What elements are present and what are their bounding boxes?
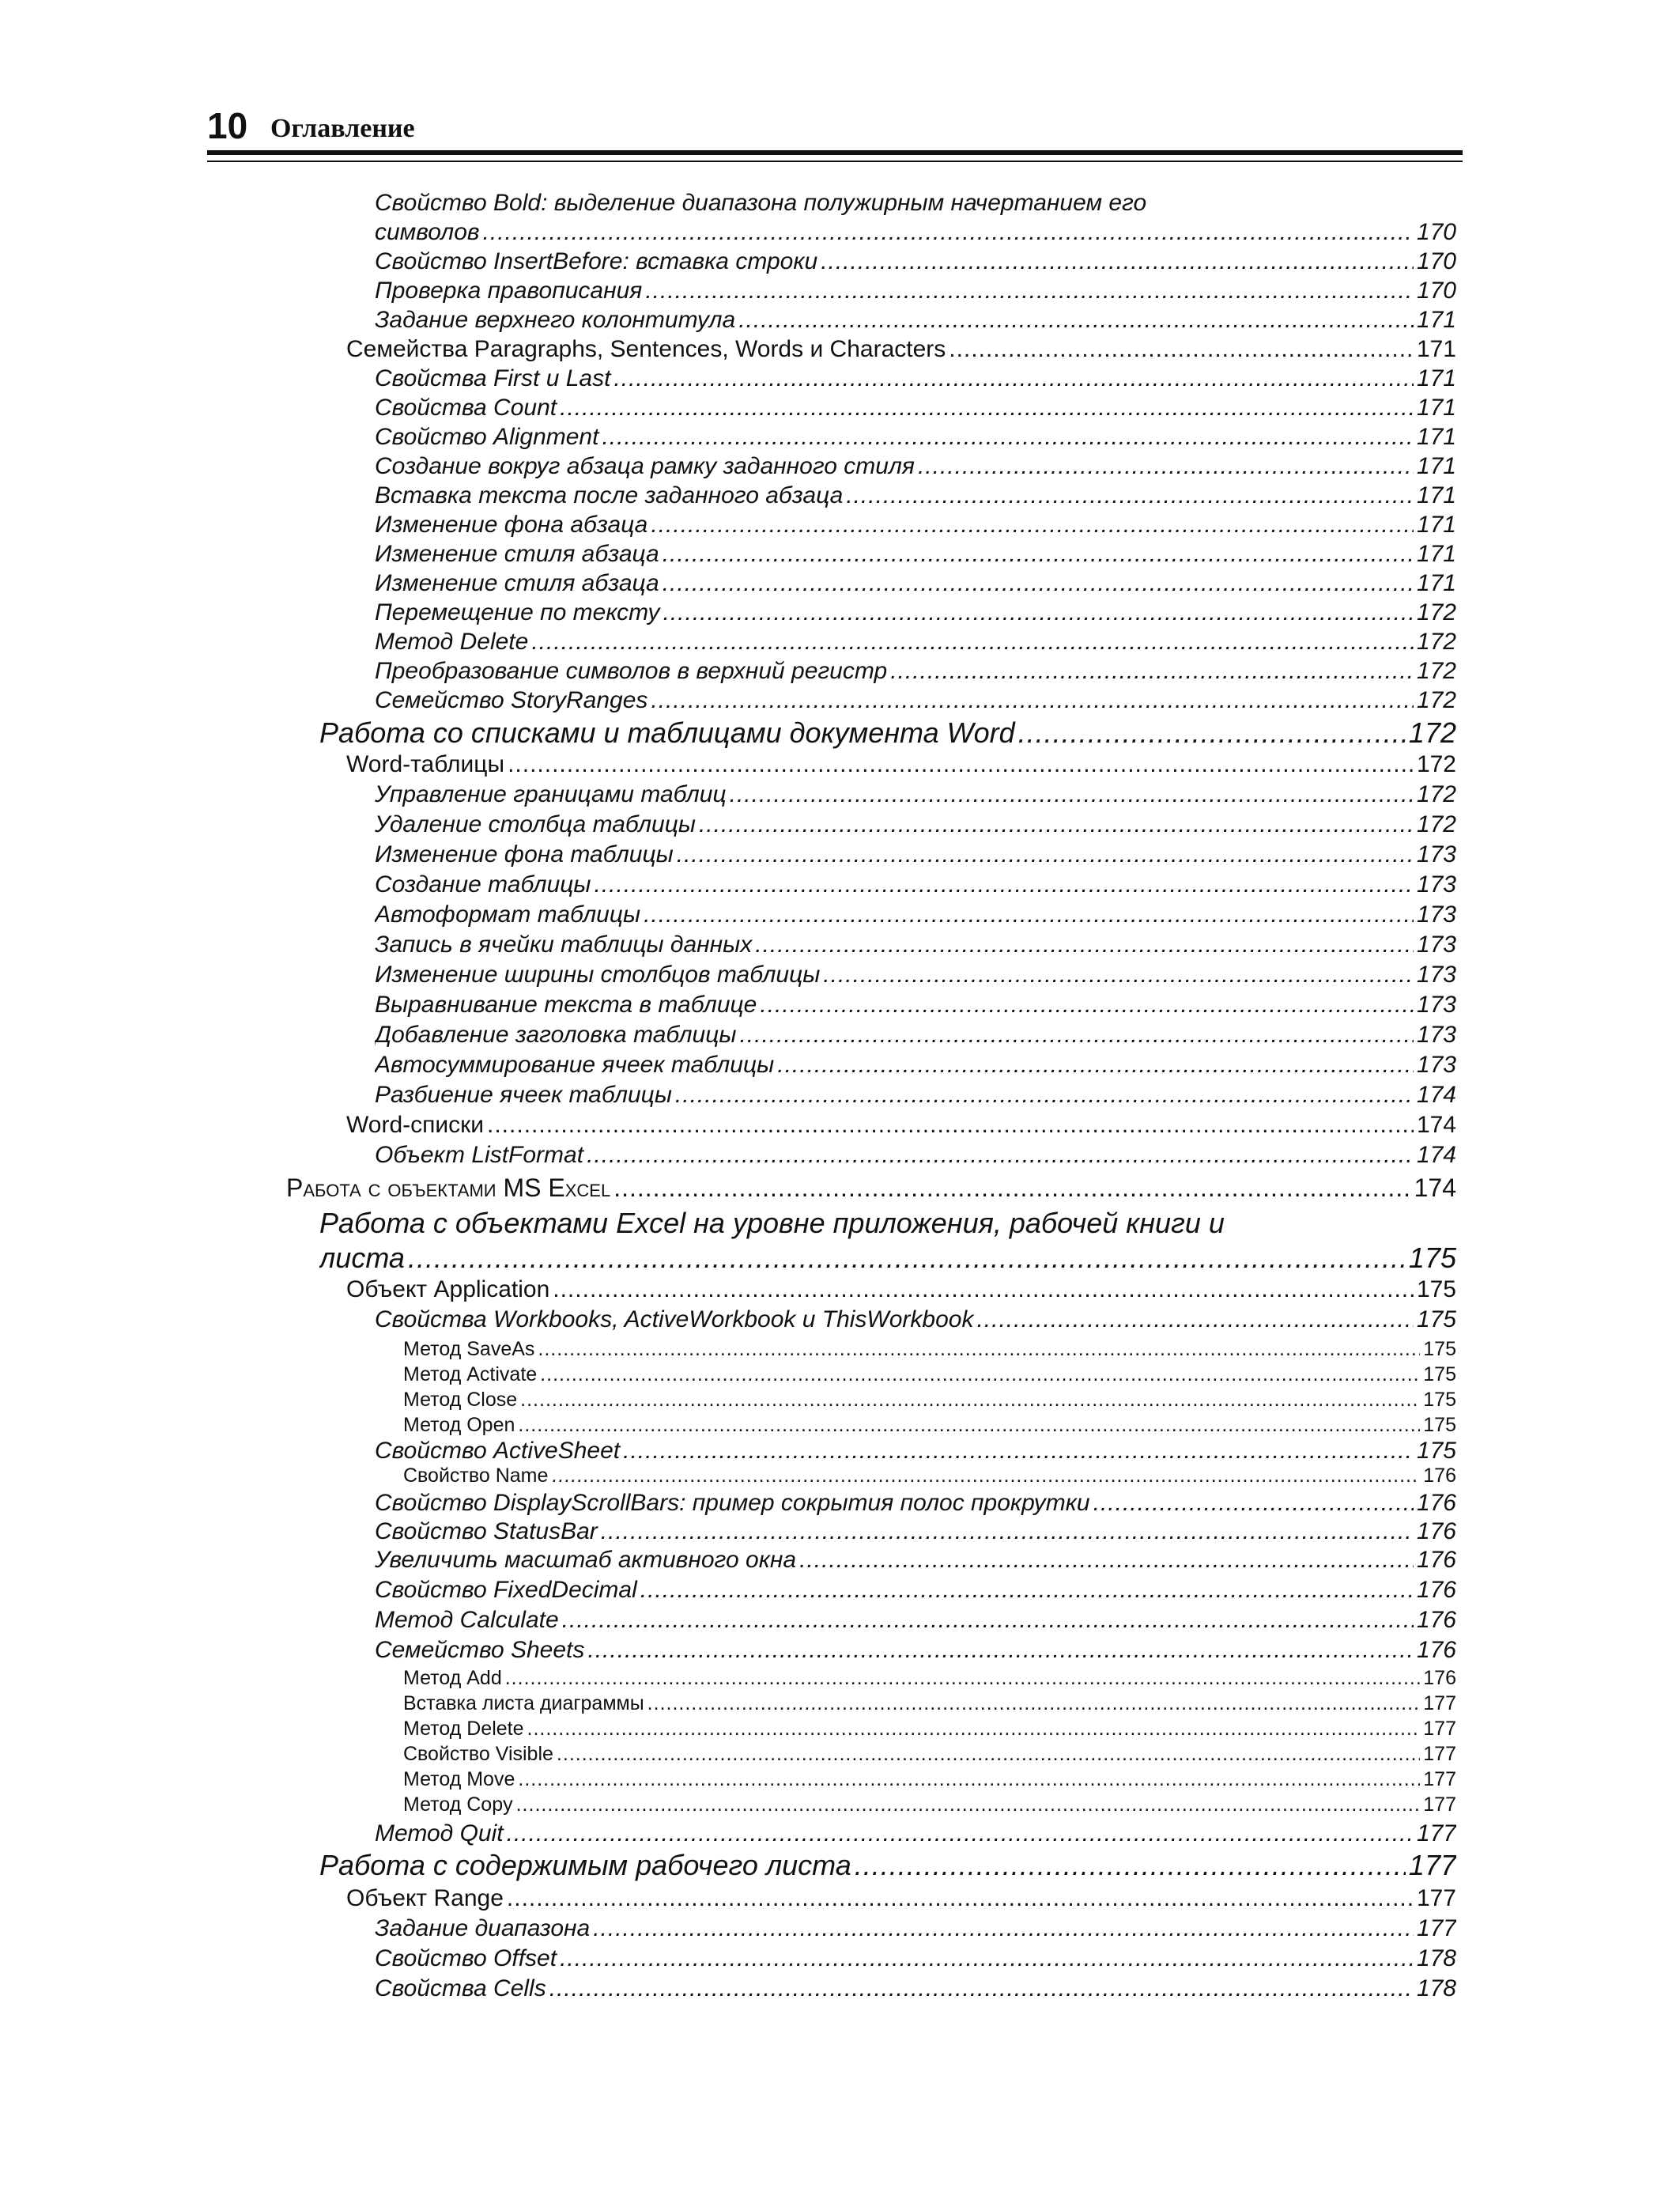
toc-entry [375,1637,1456,1664]
page-header [207,101,1463,157]
toc-entry-page: 174 [1416,1082,1456,1108]
toc-entry-title: Изменение стиля абзаца [375,570,659,596]
toc-entry-page: 177 [1416,1915,1456,1941]
toc-leader-dots [647,1692,1421,1715]
toc-entry-page: 175 [1423,1414,1456,1436]
toc-entry [403,1743,1456,1766]
toc-entry-title: Работа с объектами Excel на уровне приложения, рабочей книги и [319,1207,1225,1239]
toc-entry-page: 172 [1408,716,1456,749]
toc-leader-dots [601,1518,1414,1545]
toc-leader-dots [644,901,1414,928]
toc-leader-dots [846,482,1414,509]
toc-entry-page: 174 [1416,1142,1456,1168]
toc-entry-page: 177 [1423,1768,1456,1790]
toc-leader-dots [976,1306,1413,1333]
toc-entry-page: 177 [1423,1793,1456,1816]
toc-leader-dots [823,962,1414,988]
toc-leader-dots [549,1975,1414,2002]
toc-leader-dots [560,1945,1414,1972]
toc-entry-page: 170 [1416,248,1456,274]
toc-entry [403,1718,1456,1740]
toc-entry [403,1465,1456,1487]
toc-entry [375,1547,1456,1574]
toc-leader-dots [507,1820,1414,1847]
toc-entry-title: Работа с содержимым рабочего листа [319,1849,851,1881]
toc-entry [403,1363,1456,1386]
toc-entry-page: 176 [1416,1547,1456,1573]
toc-leader-dots [408,1242,1406,1275]
toc-leader-dots [531,629,1414,656]
toc-leader-dots [540,1363,1420,1386]
toc-entry-page: 177 [1423,1743,1456,1765]
toc-entry [286,1174,1456,1203]
toc-entry [375,307,1456,334]
toc-entry-title: Метод Copy [403,1793,513,1816]
toc-entry-title: Работа со списками и таблицами документа Word [319,716,1015,749]
toc-entry-title: Свойство Offset [375,1945,557,1971]
toc-entry-page: 171 [1416,570,1456,596]
toc-entry [403,1667,1456,1690]
toc-entry-title: Создание вокруг абзаца рамку заданного стиля [375,453,915,479]
toc-entry-title: Метод SaveAs [403,1338,535,1360]
toc-leader-dots [587,1142,1414,1169]
toc-entry [375,1022,1456,1049]
toc-entry-page: 172 [1416,811,1456,837]
toc-leader-dots [516,1793,1421,1816]
toc-entry-page: 177 [1423,1692,1456,1714]
toc-entry [403,1338,1456,1361]
toc-entry [403,1793,1456,1816]
toc-leader-dots [560,395,1414,421]
toc-entry-page: 176 [1423,1465,1456,1487]
toc-entry-page: 171 [1416,365,1456,391]
section-title: Оглавление [270,114,415,143]
toc-entry-page: 176 [1416,1577,1456,1603]
toc-entry-title: Семейство Sheets [375,1637,585,1663]
toc-entry [375,541,1456,568]
toc-leader-dots [663,541,1414,568]
toc-entry-title: Увеличить масштаб активного окна [375,1547,797,1573]
toc-entry-page: 172 [1416,687,1456,713]
toc-entry-page: 170 [1416,219,1456,245]
toc-leader-dots [760,992,1414,1019]
toc-entry-title: Свойства Workbooks, ActiveWorkbook и ThisWorkbook [375,1306,974,1332]
toc-entry [375,1577,1456,1604]
toc-entry [375,781,1456,808]
toc-leader-dots [640,1577,1414,1604]
toc-leader-dots [730,781,1414,808]
toc-leader-dots [613,1174,1410,1203]
toc-entry-title: Изменение стиля абзаца [375,541,659,567]
toc-entry-page: 175 [1416,1276,1456,1302]
toc-entry-title: Удаление столбца таблицы [375,811,696,837]
toc-entry-page: 172 [1416,658,1456,684]
toc-entry-title: Метод Open [403,1414,515,1436]
toc-leader-dots [949,336,1414,363]
toc-entry-title: Метод Quit [375,1820,504,1846]
toc-entry-title: Автоформат таблицы [375,901,641,928]
toc-entry-page: 173 [1416,871,1456,898]
toc-entry-title: Проверка правописания [375,278,643,304]
toc-entry [375,629,1456,656]
toc-entry-page: 175 [1416,1438,1456,1464]
toc-entry-page: 178 [1416,1975,1456,2001]
toc-entry-page: 175 [1408,1242,1456,1274]
toc-entry-page: 176 [1416,1490,1456,1516]
toc-entry [375,599,1456,626]
toc-entry-title: Работа с объектами MS Excel [286,1174,611,1202]
toc-leader-dots [890,658,1414,685]
toc-entry-page: 173 [1416,992,1456,1018]
toc-entry [375,219,1456,246]
toc-leader-dots [738,307,1414,334]
toc-entry-page: 177 [1416,1820,1456,1846]
toc-entry-page: 174 [1416,1112,1456,1138]
toc-leader-dots [651,687,1414,714]
toc-leader-dots [487,1112,1414,1139]
toc-entry-title: Изменение ширины столбцов таблицы [375,962,821,988]
toc-entry [346,751,1456,778]
toc-entry-page: 171 [1416,482,1456,508]
toc-entry-title: Свойство Name [403,1465,549,1487]
toc-entry [346,1112,1456,1139]
toc-entry-title: Свойства Count [375,395,557,421]
toc-leader-dots [527,1718,1421,1740]
toc-entry [375,512,1456,539]
toc-leader-dots [821,248,1414,275]
toc-entry-title: Перемещение по тексту [375,599,660,626]
toc-entry-page: 177 [1408,1849,1456,1881]
toc-entry-page: 171 [1416,453,1456,479]
toc-entry-title: Свойство Alignment [375,424,599,450]
toc-entry-page: 173 [1416,932,1456,958]
toc-leader-dots [918,453,1414,480]
toc-entry [375,395,1456,421]
toc-entry-title: Свойство DisplayScrollBars: пример сокрытия полос прокрутки [375,1490,1090,1516]
toc-entry-page: 178 [1416,1945,1456,1971]
toc-leader-dots [557,1743,1420,1766]
toc-entry-title: Метод Calculate [375,1607,559,1633]
toc-entry [375,1082,1456,1109]
toc-entry [346,1885,1456,1912]
toc-entry-page: 171 [1416,512,1456,538]
toc-entry-page: 176 [1416,1637,1456,1663]
toc-entry-title: Метод Activate [403,1363,538,1385]
toc-entry [375,1975,1456,2002]
toc-entry [375,901,1456,928]
toc-entry [346,1276,1456,1303]
toc-entry [375,658,1456,685]
toc-leader-dots [623,1438,1414,1465]
toc-entry-page: 171 [1416,307,1456,333]
toc-leader-dots [602,424,1413,451]
toc-entry [375,1142,1456,1169]
toc-entry-title: Свойство FixedDecimal [375,1577,637,1603]
toc-entry [375,1607,1456,1634]
toc-entry-page: 177 [1416,1885,1456,1911]
toc-leader-dots [507,1885,1414,1912]
toc-entry [375,278,1456,304]
toc-leader-dots [755,932,1414,958]
toc-entry [346,336,1456,363]
toc-entry-title: Семейство StoryRanges [375,687,648,713]
toc-entry-title: Объект ListFormat [375,1142,584,1168]
toc-entry [375,248,1456,275]
toc-leader-dots [651,512,1414,539]
toc-entry-page: 173 [1416,901,1456,928]
toc-entry-page: 172 [1416,751,1456,777]
toc-leader-dots [483,219,1414,246]
toc-entry [319,1849,1456,1882]
toc-entry-title: Свойство StatusBar [375,1518,598,1544]
toc-entry-title: Метод Move [403,1768,515,1790]
toc-entry-title: Свойства First и Last [375,365,611,391]
toc-leader-dots [518,1768,1420,1791]
toc-entry [375,365,1456,392]
toc-leader-dots [553,1276,1414,1303]
toc-entry-title: Изменение фона таблицы [375,841,674,867]
toc-entry [403,1768,1456,1791]
toc-entry-title: Управление границами таблиц [375,781,727,807]
toc-entry-page: 175 [1416,1306,1456,1332]
toc-entry [319,716,1456,750]
toc-entry-title: Объект Range [346,1885,504,1911]
toc-entry-title: Word-таблицы [346,751,505,777]
toc-entry-title: Разбиение ячеек таблицы [375,1082,672,1108]
toc-entry-page: 171 [1416,424,1456,450]
toc-entry [403,1389,1456,1412]
toc-entry-title: Метод Delete [403,1718,524,1740]
toc-entry-title: Вставка листа диаграммы [403,1692,644,1714]
toc-entry-page: 175 [1423,1363,1456,1385]
toc-entry [375,1490,1456,1517]
toc-entry-title: Метод Delete [375,629,529,655]
toc-entry-page: 172 [1416,599,1456,626]
toc-entry-title: Свойства Cells [375,1975,546,2001]
toc-leader-dots [562,1607,1414,1634]
toc-leader-dots [520,1389,1420,1412]
toc-leader-dots [677,841,1414,868]
toc-leader-dots [645,278,1414,304]
toc-entry-page: 170 [1416,278,1456,304]
toc-entry-title: Задание диапазона [375,1915,591,1941]
toc-entry-page: 176 [1416,1518,1456,1544]
toc-entry [375,1438,1456,1465]
toc-entry-title: Свойство Visible [403,1743,553,1765]
toc-leader-dots [1018,716,1406,750]
page-number: 10 [207,105,248,146]
toc-entry-page: 173 [1416,1022,1456,1048]
toc-entry [375,190,1456,217]
toc-entry [375,841,1456,868]
toc-entry-title: Запись в ячейки таблицы данных [375,932,753,958]
toc-entry-page: 172 [1416,781,1456,807]
toc-leader-dots [551,1465,1420,1487]
toc-entry [319,1242,1456,1275]
toc-leader-dots [777,1052,1414,1079]
toc-entry [375,424,1456,451]
toc-leader-dots [739,1022,1413,1049]
toc-leader-dots [505,1667,1421,1690]
toc-entry-title: Семейства Paragraphs, Sentences, Words и Characters [346,336,946,362]
toc-entry [375,811,1456,838]
toc-entry-title: Изменение фона абзаца [375,512,648,538]
toc-leader-dots [699,811,1414,838]
toc-entry-page: 173 [1416,841,1456,867]
toc-leader-dots [675,1082,1414,1109]
toc-leader-dots [518,1414,1420,1437]
toc-entry-page: 175 [1423,1338,1456,1360]
toc-leader-dots [538,1338,1420,1361]
toc-entry-title: Метод Close [403,1389,518,1411]
toc-entry-page: 173 [1416,1052,1456,1078]
toc-entry-page: 171 [1416,541,1456,567]
toc-entry [403,1692,1456,1715]
toc-entry-title: Автосуммирование ячеек таблицы [375,1052,775,1078]
toc-entry-title: Свойство ActiveSheet [375,1438,621,1464]
toc-entry-title: Преобразование символов в верхний регистр [375,658,888,684]
toc-entry-page: 171 [1416,395,1456,421]
toc-entry-page: 172 [1416,629,1456,655]
toc-entry [375,453,1456,480]
toc-leader-dots [595,871,1414,898]
toc-entry-title: Добавление заголовка таблицы [375,1022,737,1048]
toc-entry-title: Свойство InsertBefore: вставка строки [375,248,818,274]
toc-entry-title: Задание верхнего колонтитула [375,307,736,333]
toc-entry [375,932,1456,958]
toc-entry [375,992,1456,1019]
toc-entry-title: Свойство Bold: выделение диапазона полужирным начертанием его [375,190,1147,216]
toc-leader-dots [663,599,1414,626]
toc-leader-dots [508,751,1414,778]
toc-entry [375,1306,1456,1333]
toc-entry [375,687,1456,714]
toc-leader-dots [1093,1490,1414,1517]
toc-entry [375,482,1456,509]
toc-entry-page: 171 [1416,336,1456,362]
toc-leader-dots [613,365,1414,392]
toc-entry-page: 174 [1414,1174,1456,1202]
toc-entry-title: Вставка текста после заданного абзаца [375,482,844,508]
toc-entry [375,1820,1456,1847]
toc-leader-dots [663,570,1414,597]
toc-entry [375,570,1456,597]
toc-entry [319,1207,1456,1240]
header-rule-thick [207,150,1463,155]
toc-entry-title: символов [375,219,480,245]
toc-entry [375,871,1456,898]
toc-entry-page: 175 [1423,1389,1456,1411]
toc-entry [375,962,1456,988]
toc-entry-title: Объект Application [346,1276,550,1302]
toc-entry-title: Word-списки [346,1112,485,1138]
toc-entry-page: 176 [1416,1607,1456,1633]
toc-leader-dots [855,1849,1406,1882]
toc-entry-page: 176 [1423,1667,1456,1689]
header-rule-thin [207,161,1463,162]
toc-entry [375,1915,1456,1942]
toc-entry [375,1945,1456,1972]
toc-entry-title: Выравнивание текста в таблице [375,992,757,1018]
toc-entry [403,1414,1456,1437]
toc-entry-title: Создание таблицы [375,871,591,898]
toc-entry [375,1052,1456,1079]
toc-leader-dots [587,1637,1414,1664]
toc-entry-title: Метод Add [403,1667,502,1689]
toc-entry-page: 177 [1423,1718,1456,1740]
toc-entry [375,1518,1456,1545]
toc-entry-page: 173 [1416,962,1456,988]
toc-leader-dots [799,1547,1414,1574]
toc-entry-title: листа [319,1242,405,1274]
toc-leader-dots [593,1915,1414,1942]
